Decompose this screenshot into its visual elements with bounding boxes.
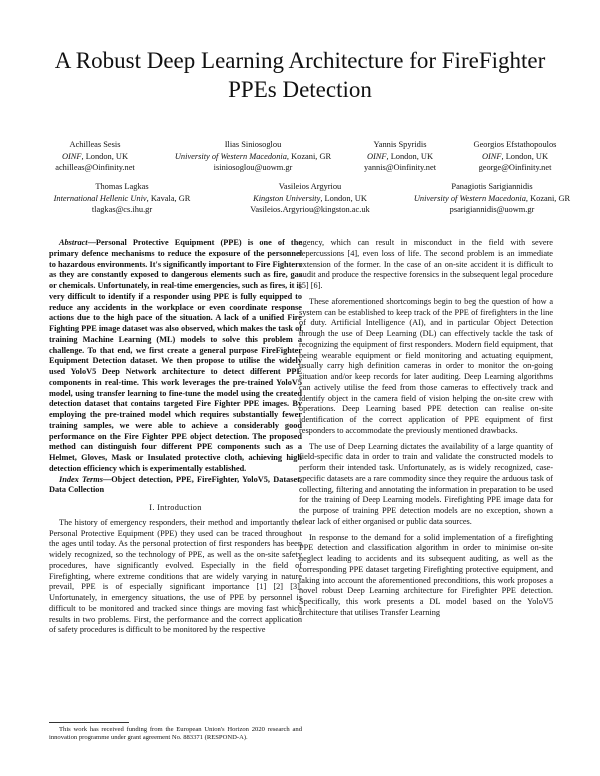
author-email: achilleas@Oinfinity.net	[55, 163, 135, 172]
author-affiliation: University of Western Macedonia	[413, 193, 526, 203]
author-email: tlagkas@cs.ihu.gr	[91, 205, 153, 214]
author-affiliation: OINF	[366, 151, 387, 161]
author-location: , London, UK	[320, 193, 367, 203]
author-block	[450, 139, 580, 174]
author-block	[230, 181, 390, 216]
author-location: , Kavala, GR	[146, 193, 191, 203]
author-block	[138, 139, 368, 174]
body-paragraph: The use of Deep Learning dictates the availability of a large quantity of field-specific data in order to train and validate the constructed models to perform their intended task. Unfortunately, as is widely recognized, case-specific datasets are a rare commodity since they require the arduous task of collecting, filtering and annotating the information in preparation to be used for the training of Deep Learning models. Firefighting PPE image data for the purpose of training PPE detection models are no exception, shown a clear lack of either organised or public data sources.	[299, 441, 553, 526]
author-name: Achilleas Sesis	[69, 140, 121, 149]
index-terms-lead: Index Terms	[59, 474, 103, 484]
section-heading: I. Introduction	[149, 503, 202, 512]
author-email: george@Oinfinity.net	[478, 163, 552, 172]
author-email: yannis@Oinfinity.net	[363, 163, 437, 172]
author-name: Panagiotis Sarigiannidis	[451, 182, 533, 191]
author-name: Yannis Spyridis	[373, 140, 427, 149]
abstract	[49, 238, 302, 475]
abstract-lead: Abstract	[59, 238, 88, 247]
body-paragraph: These aforementioned shortcomings begin to beg the question of how a system can be established to keep track of the PPE of firefighters in the line of duty. Artificial Intelligence (AI), and in particular Object Detection through the use of Deep Learning (DL) can effectively tackle the task of recognizing the equipment of first responders. Modern field equipment, that being wearable equipment or field monitoring and actuating equipment, usually carry high definition cameras in order to monitor the on-going situation and/or keep records for later auditing. Deep Learning algorithms can actively utilise the feed from those cameras to effectively track and identify object in the camera field of vision helping the on-site crew with operations. Deep Learning based PPE detection can realise on-site identification of the correct application of PPE equipment of first responders to accommodate the previously mentioned drawbacks.	[299, 296, 553, 435]
footnote-divider	[49, 722, 129, 723]
right-column	[299, 238, 553, 619]
author-block	[14, 181, 230, 216]
author-location: , Kozani, GR	[286, 151, 332, 161]
left-column	[49, 238, 302, 636]
author-location: , Kozani, GR	[525, 193, 571, 203]
paper-title: A Robust Deep Learning Architecture for FireFighter PPEs Detection	[54, 48, 546, 102]
author-affiliation: University of Western Macedonia	[174, 151, 287, 161]
body-paragraph: The history of emergency responders, their method and importantly the Personal Protective Equipment (PPE) they used can be traced throughout the ages until today. As the personal protection of first responders has been widely recognized, so the technology of PPE, as well as the on-site safety procedures, have significantly evolved. Especially in the field of Firefighting, where extreme conditions that are widely varying in nature prevail, PPE is of especially significant importance [1] [2] [3]. Unfortunately, in emergency situations, the use of PPE by personnel is difficult to be monitored and tracked since things are moving fast which results in two problems. First, the performance and the correct application of safety procedures is difficult to be monitored by the respective	[49, 517, 302, 635]
author-name: Ilias Siniosoglou	[224, 140, 282, 149]
author-location: , London, UK	[501, 151, 549, 161]
author-location: , London, UK	[386, 151, 434, 161]
body-paragraph: agency, which can result in misconduct in the field with severe repercussions [4], even loss of life. The second problem is an immediate extension of the former. In the case of an on-site accident it is difficult to audit and produce the respective forensics in the subsequent legal procedure [5] [6].	[299, 238, 553, 290]
author-name: Thomas Lagkas	[95, 182, 149, 191]
author-name: Georgios Efstathopoulos	[473, 140, 557, 149]
author-block	[340, 139, 460, 174]
funding-footnote: This work has received funding from the European Union's Horizon 2020 research and innovation programme under grant agreement No. 883371 (RESPOND-A).	[49, 726, 302, 742]
index-terms	[49, 475, 302, 497]
author-affiliation: Kingston University	[253, 193, 321, 203]
author-affiliation: International Hellenic Univ	[53, 193, 147, 203]
author-affiliation: OINF	[481, 151, 502, 161]
index-terms-text: —Object detection, PPE, FireFighter, YoloV5, Dataset, Data Collection	[49, 474, 303, 495]
body-paragraph: In response to the demand for a solid implementation of a firefighting PPE detection and classification algorithm in order to minimise on-site neglect leading to accidents and its subsequent auditing, as well as the corresponding PPE dataset targeting Firefighting protective equipment, and taking into account the aforementioned preconditions, this work proposes a novel robust Deep Learning architecture for Firefighter PPE detection. Specifically, this work presents a DL model based on the YoloV5 architecture that utilises Transfer Learning	[299, 532, 553, 617]
author-location: , London, UK	[81, 151, 129, 161]
author-email: Vasileios.Argyriou@kingston.ac.uk	[250, 205, 370, 214]
author-email: isiniosoglou@uowm.gr	[213, 163, 293, 172]
author-block	[392, 181, 592, 216]
author-email: psarigiannidis@uowm.gr	[449, 205, 535, 214]
author-name: Vasileios Argyriou	[278, 182, 342, 191]
author-affiliation: OINF	[61, 151, 82, 161]
abstract-text: —Personal Protective Equipment (PPE) is one of the primary defence mechanisms to reduce the exposure of the personnel to hazardous environments. It's significantly important to Fire Fighters as they are constantly exposed to dangerous elements such as fire, gas or chemicals. Unfortunately, in real-time emergencies, such as fires, it is very difficult to identify if a responder using PPE is fully equipped to reduce any accidents in the workplace or even coordinate response actions due to the high pace of the situation. A lack of a unified Fire Fighting PPE image dataset was also observed, which makes the task of training Machine Learning (ML) models to solve this problem a challenge. To that end, we first create a general purpose FireFighter Equipment Detection dataset. We then propose to utilise the widely used YoloV5 Deep Network architecture to detect different PPE components in real-time. This work leverages the pre-trained YoloV5 model, using transfer learning to fine-tune the model using the created detection dataset that contains targeted Fire Fighter PPE images. By employing the pre-trained model which requires substantially fewer training samples, we were able to achieve a considerably good performance on the Fire Fighter PPE object detection. The proposed method can distinguish four different PPE components such as a Helmet, Gloves, Mask or Insulated protective cloth, achieving high detection efficiency which is experimentally established.	[49, 238, 303, 473]
